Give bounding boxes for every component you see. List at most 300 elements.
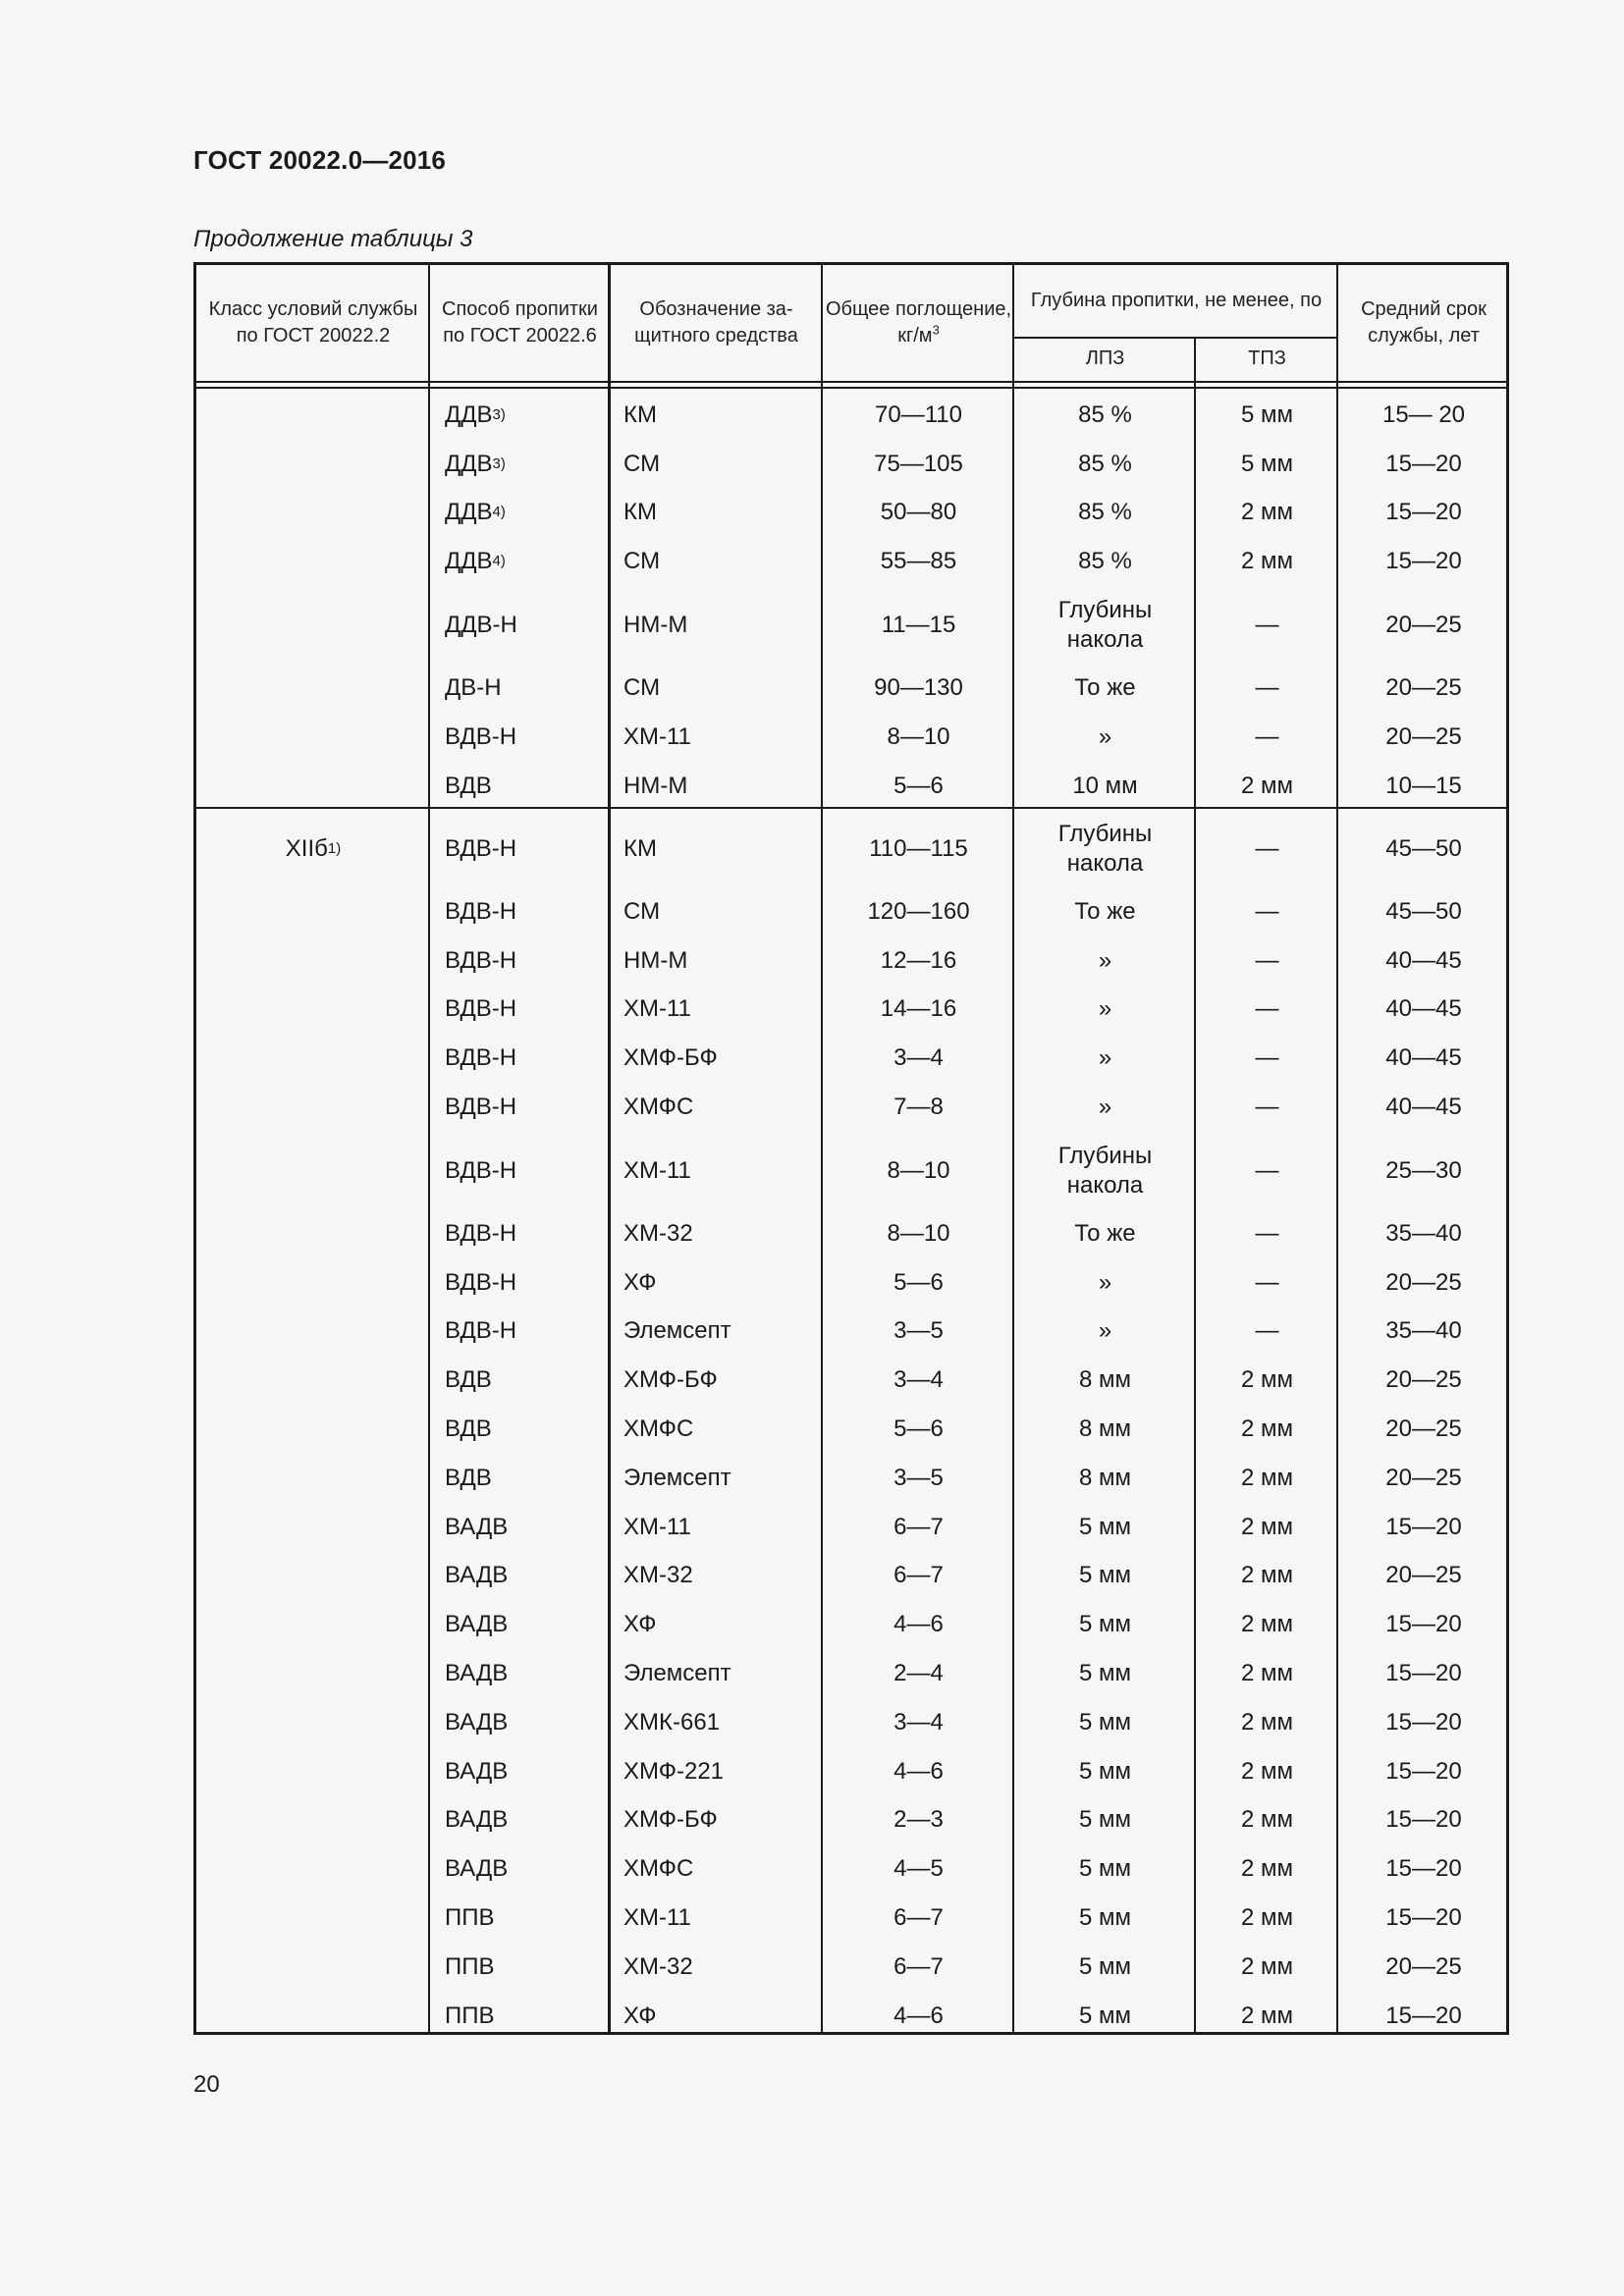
cell-text: ХМ-11 [623, 1156, 691, 1184]
cell-text: 25—30 [1385, 1156, 1462, 1184]
cell-lpz [1014, 537, 1196, 586]
header-tpz: ТПЗ [1248, 347, 1286, 369]
cell-text: 4—5 [893, 1855, 944, 1883]
cell-text: 2 мм [1240, 1708, 1293, 1735]
cell-text: 14—16 [880, 995, 957, 1023]
cell-text: 5 мм [1240, 400, 1293, 428]
cell-life [1338, 1405, 1509, 1454]
cell-lpz [1014, 1600, 1196, 1649]
cell-text: 5—6 [893, 1268, 944, 1296]
cell-text: 85 % [1078, 499, 1132, 526]
method-label: ВДВ-Н [445, 1044, 517, 1072]
cell-tpz [1196, 1308, 1338, 1357]
cell-absorption [823, 1698, 1014, 1747]
cell-agent [623, 1698, 823, 1747]
cell-text: 5—6 [893, 1415, 944, 1443]
cell-text: 5 мм [1078, 1513, 1131, 1540]
method-label: ВАДВ [445, 1708, 509, 1735]
cell-text: ХМФС [623, 1415, 694, 1443]
header-depth: Глубина пропитки, не менее, по [1030, 290, 1323, 311]
cell-lpz [1014, 887, 1196, 936]
cell-text: 8 мм [1078, 1415, 1131, 1443]
cell-text: 2 мм [1240, 1757, 1293, 1785]
cell-text: ХМФС [623, 1094, 694, 1121]
cell-agent [623, 1454, 823, 1503]
cell-text: 20—25 [1385, 1562, 1462, 1589]
cell-method [445, 1552, 610, 1601]
cell-agent [623, 887, 823, 936]
cell-agent [623, 1503, 823, 1552]
cell-text: 2 мм [1240, 548, 1293, 575]
cell-text: 2—3 [893, 1806, 944, 1834]
cell-text: 2 мм [1240, 1464, 1293, 1491]
cell-life [1338, 440, 1509, 489]
cell-tpz [1196, 1747, 1338, 1796]
cell-absorption [823, 887, 1014, 936]
cell-text: 8—10 [887, 1156, 950, 1184]
cell-life [1338, 1356, 1509, 1405]
cell-text: 10—15 [1385, 772, 1462, 799]
method-label: ВДВ-Н [445, 1268, 517, 1296]
cell-life [1338, 887, 1509, 936]
table-caption: Продолжение таблицы 3 [193, 226, 473, 252]
cell-method [445, 936, 610, 986]
cell-agent [623, 664, 823, 713]
cell-text: То же [1074, 897, 1136, 925]
cell-text: 5 мм [1078, 1562, 1131, 1589]
cell-text: — [1255, 1094, 1279, 1121]
cell-text: 5 мм [1078, 2002, 1131, 2029]
method-label: ДДВ [445, 450, 493, 477]
cell-lpz [1014, 1405, 1196, 1454]
cell-text: » [1098, 1268, 1112, 1296]
cell-lpz [1014, 1894, 1196, 1943]
cell-agent [623, 1649, 823, 1698]
cell-text: 85 % [1078, 548, 1132, 575]
cell-tpz [1196, 1649, 1338, 1698]
cell-method [445, 1034, 610, 1083]
cell-tpz [1196, 1894, 1338, 1943]
method-label: ВАДВ [445, 1855, 509, 1883]
cell-text: — [1255, 722, 1279, 750]
header-absorption-label: Общее поглощение, кг/м [825, 298, 1012, 347]
header-lpz: ЛПЗ [1085, 347, 1125, 369]
cell-method [445, 1083, 610, 1132]
cell-text: ХМФС [623, 1855, 694, 1883]
cell-text: 2 мм [1240, 1415, 1293, 1443]
cell-method: ДДВ 3) [445, 450, 506, 477]
cell-method [445, 1454, 610, 1503]
cell-life [1338, 664, 1509, 713]
header-agent: Обозначение за-щитного средства [634, 298, 798, 347]
cell-agent [623, 440, 823, 489]
method-label: ВДВ-Н [445, 995, 517, 1023]
method-label: ВАДВ [445, 1562, 509, 1589]
method-label: ВДВ-Н [445, 1094, 517, 1121]
cell-text: 12—16 [880, 946, 957, 974]
cell-text: НМ-М [623, 946, 688, 974]
cell-text: — [1255, 1156, 1279, 1184]
cell-life [1338, 1600, 1509, 1649]
cell-text: 15—20 [1385, 1708, 1462, 1735]
method-label: ВАДВ [445, 1660, 509, 1687]
cell-method [445, 810, 610, 887]
cell-text: 40—45 [1385, 1094, 1462, 1121]
cell-text: НМ-М [623, 772, 688, 799]
cell-tpz [1196, 391, 1338, 440]
cell-life [1338, 489, 1509, 538]
cell-life [1338, 1698, 1509, 1747]
cell-life [1338, 1209, 1509, 1258]
cell-text: 75—105 [874, 450, 963, 477]
document-id: ГОСТ 20022.0—2016 [193, 145, 447, 175]
cell-text: ХМФ-БФ [623, 1044, 718, 1072]
cell-text: 7—8 [893, 1094, 944, 1121]
cell-text: 5 мм [1078, 1611, 1131, 1638]
cell-lpz [1014, 1034, 1196, 1083]
cell-lpz [1014, 1649, 1196, 1698]
method-label: ВДВ-Н [445, 722, 517, 750]
cell-text: 15—20 [1385, 1757, 1462, 1785]
cell-tpz [1196, 936, 1338, 986]
cell-agent [623, 1943, 823, 1992]
cell-text: 45—50 [1385, 897, 1462, 925]
cell-tpz [1196, 1454, 1338, 1503]
cell-text: ХМ-11 [623, 995, 691, 1023]
cell-life [1338, 936, 1509, 986]
cell-text: » [1098, 1094, 1112, 1121]
cell-life [1338, 1844, 1509, 1894]
cell-agent [623, 1600, 823, 1649]
cell-life [1338, 1308, 1509, 1357]
header-life: Средний срок службы, лет [1361, 298, 1487, 347]
cell-agent [623, 1034, 823, 1083]
cell-method [445, 887, 610, 936]
header-class: Класс условий службы по ГОСТ 20022.2 [208, 298, 418, 347]
cell-tpz [1196, 489, 1338, 538]
data-table [193, 262, 1509, 2035]
cell-tpz [1196, 1258, 1338, 1308]
cell-text: СМ [623, 548, 661, 575]
cell-absorption [823, 664, 1014, 713]
cell-text: 15—20 [1385, 1611, 1462, 1638]
cell-text: КМ [623, 834, 657, 862]
cell-text: 3—4 [893, 1708, 944, 1735]
cell-text: ХМ-32 [623, 1219, 693, 1247]
cell-text: 15—20 [1385, 1855, 1462, 1883]
cell-life [1338, 1258, 1509, 1308]
cell-life [1338, 1034, 1509, 1083]
cell-method [445, 1600, 610, 1649]
cell-lpz [1014, 936, 1196, 986]
cell-text: ХМФ-221 [623, 1757, 725, 1785]
cell-text: 5 мм [1078, 1952, 1131, 1980]
cell-text: ХМ-11 [623, 1904, 691, 1932]
cell-text: — [1255, 1268, 1279, 1296]
cell-life [1338, 391, 1509, 440]
cell-agent [623, 1747, 823, 1796]
cell-tpz [1196, 1796, 1338, 1845]
method-label: ВДВ [445, 772, 492, 799]
method-label: ППВ [445, 1952, 495, 1980]
cell-agent [623, 986, 823, 1035]
cell-text: 8—10 [887, 1219, 950, 1247]
cell-tpz [1196, 440, 1338, 489]
cell-agent [623, 537, 823, 586]
cell-text: ХМФ-БФ [623, 1806, 718, 1834]
cell-method [445, 1503, 610, 1552]
cell-tpz [1196, 1600, 1338, 1649]
cell-absorption [823, 440, 1014, 489]
cell-absorption [823, 1405, 1014, 1454]
cell-absorption [823, 1034, 1014, 1083]
method-label: ВАДВ [445, 1757, 509, 1785]
cell-text: 85 % [1078, 450, 1132, 477]
method-label: ВДВ [445, 1366, 492, 1394]
cell-life [1338, 586, 1509, 664]
cell-text: 2 мм [1240, 1855, 1293, 1883]
method-label: ДДВ [445, 548, 493, 575]
header-divider-double [196, 387, 1509, 389]
cell-text: То же [1074, 674, 1136, 702]
cell-life [1338, 1132, 1509, 1209]
cell-absorption [823, 810, 1014, 887]
cell-text: — [1255, 834, 1279, 862]
cell-method [445, 1649, 610, 1698]
cell-text: 70—110 [875, 400, 962, 428]
cell-tpz [1196, 1698, 1338, 1747]
cell-method [445, 1698, 610, 1747]
cell-life [1338, 537, 1509, 586]
cell-text: 5 мм [1078, 1904, 1131, 1932]
cell-text: Глубины накола [1057, 596, 1153, 653]
cell-text: 20—25 [1385, 674, 1462, 702]
cell-text: 15—20 [1385, 1513, 1462, 1540]
cell-agent [623, 1992, 823, 2041]
page-number: 20 [193, 2071, 220, 2098]
cell-life [1338, 762, 1509, 811]
cell-life [1338, 1503, 1509, 1552]
cell-method: ДДВ 4) [445, 499, 506, 526]
cell-text: 6—7 [893, 1904, 944, 1932]
method-label: ВДВ-Н [445, 897, 517, 925]
cell-text: 15—20 [1385, 450, 1462, 477]
cell-life [1338, 1894, 1509, 1943]
cell-absorption [823, 1649, 1014, 1698]
cell-tpz [1196, 713, 1338, 762]
cell-absorption [823, 1552, 1014, 1601]
cell-life [1338, 1992, 1509, 2041]
cell-tpz [1196, 810, 1338, 887]
cell-text: » [1098, 1317, 1112, 1345]
cell-agent [623, 1132, 823, 1209]
cell-text: НМ-М [623, 611, 688, 638]
cell-tpz [1196, 1034, 1338, 1083]
cell-life [1338, 810, 1509, 887]
cell-method [445, 1796, 610, 1845]
cell-text: 40—45 [1385, 1044, 1462, 1072]
cell-text: ХФ [623, 1611, 657, 1638]
cell-absorption [823, 1356, 1014, 1405]
cell-agent [623, 713, 823, 762]
cell-method [445, 1405, 610, 1454]
cell-text: 5 мм [1240, 450, 1293, 477]
cell-absorption [823, 1600, 1014, 1649]
cell-text: То же [1074, 1219, 1136, 1247]
cell-lpz [1014, 1132, 1196, 1209]
cell-text: — [1255, 1219, 1279, 1247]
cell-agent [623, 810, 823, 887]
cell-absorption [823, 1454, 1014, 1503]
cell-agent [623, 1405, 823, 1454]
cell-text: — [1255, 674, 1279, 702]
cell-tpz [1196, 887, 1338, 936]
cell-tpz [1196, 1356, 1338, 1405]
cell-lpz [1014, 586, 1196, 664]
cell-text: 15—20 [1385, 1806, 1462, 1834]
cell-text: 2—4 [893, 1660, 944, 1687]
cell-absorption [823, 391, 1014, 440]
cell-text: ХМ-32 [623, 1952, 693, 1980]
cell-text: 2 мм [1240, 1904, 1293, 1932]
class-cell: XIIб 1) [285, 834, 342, 862]
cell-text: 5 мм [1078, 1708, 1131, 1735]
cell-life [1338, 1649, 1509, 1698]
cell-text: 11—15 [881, 611, 956, 638]
method-label: ДДВ [445, 400, 493, 428]
cell-text: Элемсепт [623, 1660, 731, 1687]
cell-text: — [1255, 1317, 1279, 1345]
cell-method [445, 1132, 610, 1209]
cell-lpz [1014, 1258, 1196, 1308]
cell-lpz [1014, 1308, 1196, 1357]
cell-text: 55—85 [880, 548, 957, 575]
cell-method [445, 1356, 610, 1405]
cell-lpz [1014, 1454, 1196, 1503]
cell-text: Глубины накола [1057, 820, 1153, 877]
cell-tpz [1196, 537, 1338, 586]
cell-method: ДДВ 4) [445, 548, 506, 575]
cell-absorption [823, 489, 1014, 538]
cell-text: ХМ-11 [623, 722, 691, 750]
cell-method [445, 986, 610, 1035]
cell-absorption [823, 1796, 1014, 1845]
cell-text: 2 мм [1240, 1366, 1293, 1394]
cell-tpz [1196, 1552, 1338, 1601]
cell-method [445, 1308, 610, 1357]
cell-text: 15—20 [1385, 2002, 1462, 2029]
cell-absorption [823, 1132, 1014, 1209]
cell-method [445, 762, 610, 811]
cell-lpz [1014, 713, 1196, 762]
cell-tpz [1196, 1943, 1338, 1992]
method-label: ВДВ [445, 1415, 492, 1443]
cell-lpz [1014, 1698, 1196, 1747]
cell-life [1338, 1454, 1509, 1503]
cell-tpz [1196, 1083, 1338, 1132]
cell-text: 35—40 [1385, 1219, 1462, 1247]
cell-text: 15—20 [1385, 499, 1462, 526]
cell-text: ХФ [623, 2002, 657, 2029]
cell-life [1338, 986, 1509, 1035]
cell-text: СМ [623, 674, 661, 702]
cell-text: Элемсепт [623, 1464, 731, 1491]
cell-agent [623, 1796, 823, 1845]
cell-absorption [823, 1503, 1014, 1552]
cell-text: 3—5 [893, 1464, 944, 1491]
cell-text: 4—6 [893, 1611, 944, 1638]
cell-text: 3—5 [893, 1317, 944, 1345]
cell-text: СМ [623, 897, 661, 925]
method-label: ВАДВ [445, 1513, 509, 1540]
cell-lpz [1014, 1503, 1196, 1552]
cell-text: 2 мм [1240, 1562, 1293, 1589]
cell-text: ХМ-32 [623, 1562, 693, 1589]
cell-text: 20—25 [1385, 722, 1462, 750]
cell-text: ХФ [623, 1268, 657, 1296]
cell-text: КМ [623, 400, 657, 428]
cell-text: » [1098, 995, 1112, 1023]
cell-life [1338, 1796, 1509, 1845]
cell-lpz [1014, 1844, 1196, 1894]
cell-absorption [823, 713, 1014, 762]
cell-text: 20—25 [1385, 1952, 1462, 1980]
cell-absorption [823, 1844, 1014, 1894]
cell-text: 6—7 [893, 1513, 944, 1540]
cell-text: 6—7 [893, 1562, 944, 1589]
cell-text: 5 мм [1078, 1855, 1131, 1883]
cell-text: — [1255, 946, 1279, 974]
cell-lpz [1014, 391, 1196, 440]
cell-absorption [823, 1894, 1014, 1943]
cell-text: 110—115 [869, 834, 968, 862]
cell-absorption [823, 1943, 1014, 1992]
class-label: XIIб [285, 834, 328, 862]
cell-tpz [1196, 986, 1338, 1035]
cell-text: 8 мм [1078, 1464, 1131, 1491]
cell-agent [623, 391, 823, 440]
cell-tpz [1196, 762, 1338, 811]
cell-text: 20—25 [1385, 1268, 1462, 1296]
cell-text: 2 мм [1240, 2002, 1293, 2029]
cell-agent [623, 1552, 823, 1601]
cell-tpz [1196, 1844, 1338, 1894]
method-label: ППВ [445, 1904, 495, 1932]
cell-method: ДДВ 3) [445, 400, 506, 428]
method-label: ВДВ [445, 1464, 492, 1491]
cell-text: » [1098, 946, 1112, 974]
cell-text: КМ [623, 499, 657, 526]
cell-text: 2 мм [1240, 1611, 1293, 1638]
cell-lpz [1014, 1796, 1196, 1845]
header-sub-divider [1012, 337, 1338, 339]
cell-agent [623, 1894, 823, 1943]
cell-text: 3—4 [893, 1044, 944, 1072]
cell-absorption [823, 1258, 1014, 1308]
header-method: Способ пропитки по ГОСТ 20022.6 [442, 298, 598, 347]
cell-method [445, 1894, 610, 1943]
cell-method [445, 1747, 610, 1796]
cell-absorption [823, 986, 1014, 1035]
cell-text: » [1098, 1044, 1112, 1072]
cell-absorption [823, 1083, 1014, 1132]
cell-agent [623, 1258, 823, 1308]
method-label: ППВ [445, 2002, 495, 2029]
cell-text: 15— 20 [1381, 400, 1466, 428]
header-absorption-sup: 3 [932, 322, 940, 338]
cell-tpz [1196, 1209, 1338, 1258]
cell-method [445, 586, 610, 664]
